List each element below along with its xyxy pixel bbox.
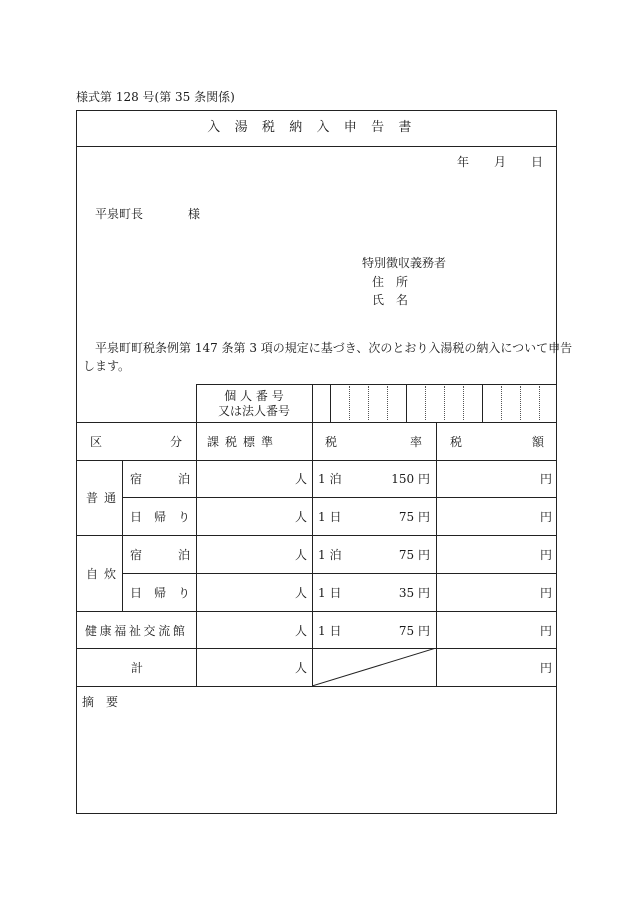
rule-futsu-mid <box>122 497 557 498</box>
header-rate-char1: 税 <box>325 435 338 449</box>
header-rate-char2: 率 <box>410 435 423 449</box>
header-amount-char2: 額 <box>532 435 545 449</box>
col-amount-left <box>436 422 437 686</box>
obligor-address-label: 住 所 <box>372 275 409 289</box>
rule-total-bottom <box>76 686 557 687</box>
col-basis-left <box>196 384 197 686</box>
amount-unit: 円 <box>540 472 553 486</box>
id-number-label-line2: 又は法人番号 <box>217 404 290 418</box>
sub-label-char: り <box>178 510 191 524</box>
group-label-jisui: 自炊 <box>86 567 123 581</box>
rate-unit: 1 日 <box>318 586 342 600</box>
id-box-dotted <box>539 386 540 420</box>
rule-jisui-bottom <box>76 611 557 612</box>
rule-header-bottom <box>76 460 557 461</box>
unit-persons: 人 <box>295 624 308 638</box>
total-label: 計 <box>131 661 144 675</box>
sub-label-char: 泊 <box>178 548 191 562</box>
amount-unit: 円 <box>540 510 553 524</box>
id-box-divider <box>482 384 483 422</box>
rate-value: 75 円 <box>398 548 430 562</box>
rate-value: 75 円 <box>398 510 430 524</box>
sub-label-char: り <box>178 586 191 600</box>
rule-header-top <box>76 422 557 423</box>
id-box-dotted <box>387 386 388 420</box>
addressee-name: 平泉町長 <box>95 207 144 221</box>
sub-label-char: 帰 <box>154 510 167 524</box>
rule-jisui-mid <box>122 573 557 574</box>
id-number-label-line1: 個 人 番 号 <box>224 389 284 403</box>
statement-line2: します。 <box>83 359 131 373</box>
date-month: 月 <box>494 155 507 169</box>
rate-unit: 1 泊 <box>318 472 342 486</box>
unit-persons: 人 <box>295 586 308 600</box>
header-tax-basis: 課税標準 <box>207 435 280 449</box>
header-category-char1: 区 <box>90 435 103 449</box>
form-number: 様式第 128 号(第 35 条関係) <box>76 90 235 104</box>
col-sub-left <box>122 460 123 611</box>
obligor-name-label: 氏 名 <box>372 293 409 307</box>
id-box-dotted <box>349 386 350 420</box>
group-label-futsu: 普通 <box>86 491 123 505</box>
amount-unit: 円 <box>540 661 553 675</box>
tax-declaration-form <box>76 110 557 814</box>
date-day: 日 <box>531 155 544 169</box>
id-box-divider <box>406 384 407 422</box>
id-box-dotted <box>463 386 464 420</box>
form-title: 入湯税納入申告書 <box>207 120 426 135</box>
unit-persons: 人 <box>295 548 308 562</box>
statement-line1: 平泉町町税条例第 147 条第 3 項の規定に基づき、次のとおり入湯税の納入について申告 <box>95 341 573 355</box>
id-box-dotted <box>425 386 426 420</box>
sub-label-char: 日 <box>130 586 143 600</box>
rate-value: 150 円 <box>391 472 430 486</box>
welfare-center-label: 健康福祉交流館 <box>85 624 188 638</box>
id-box-dotted <box>444 386 445 420</box>
rule-id-top <box>196 384 557 385</box>
rate-unit: 1 日 <box>318 624 342 638</box>
rate-unit: 1 泊 <box>318 548 342 562</box>
rate-value: 35 円 <box>398 586 430 600</box>
total-rate-diagonal <box>312 648 436 686</box>
date-year: 年 <box>457 155 470 169</box>
rule-title-bottom <box>76 146 557 147</box>
sub-label-char: 泊 <box>178 472 191 486</box>
header-amount-char1: 税 <box>450 435 463 449</box>
rate-unit: 1 日 <box>318 510 342 524</box>
unit-persons: 人 <box>295 472 308 486</box>
id-box-dotted <box>520 386 521 420</box>
sub-label-char: 日 <box>130 510 143 524</box>
id-box-dotted <box>501 386 502 420</box>
header-category-char2: 分 <box>170 435 183 449</box>
rule-futsu-bottom <box>76 535 557 536</box>
amount-unit: 円 <box>540 548 553 562</box>
obligor-label: 特別徴収義務者 <box>362 256 447 270</box>
unit-persons: 人 <box>295 510 308 524</box>
amount-unit: 円 <box>540 624 553 638</box>
sub-label-char: 宿 <box>130 548 143 562</box>
unit-persons: 人 <box>295 661 308 675</box>
sub-label-char: 帰 <box>154 586 167 600</box>
col-rate-left <box>312 384 313 686</box>
sub-label-char: 宿 <box>130 472 143 486</box>
rate-value: 75 円 <box>398 624 430 638</box>
amount-unit: 円 <box>540 586 553 600</box>
remarks-label: 摘 要 <box>82 695 119 709</box>
id-box-divider <box>330 384 331 422</box>
addressee-honorific: 様 <box>188 207 201 221</box>
id-box-dotted <box>368 386 369 420</box>
